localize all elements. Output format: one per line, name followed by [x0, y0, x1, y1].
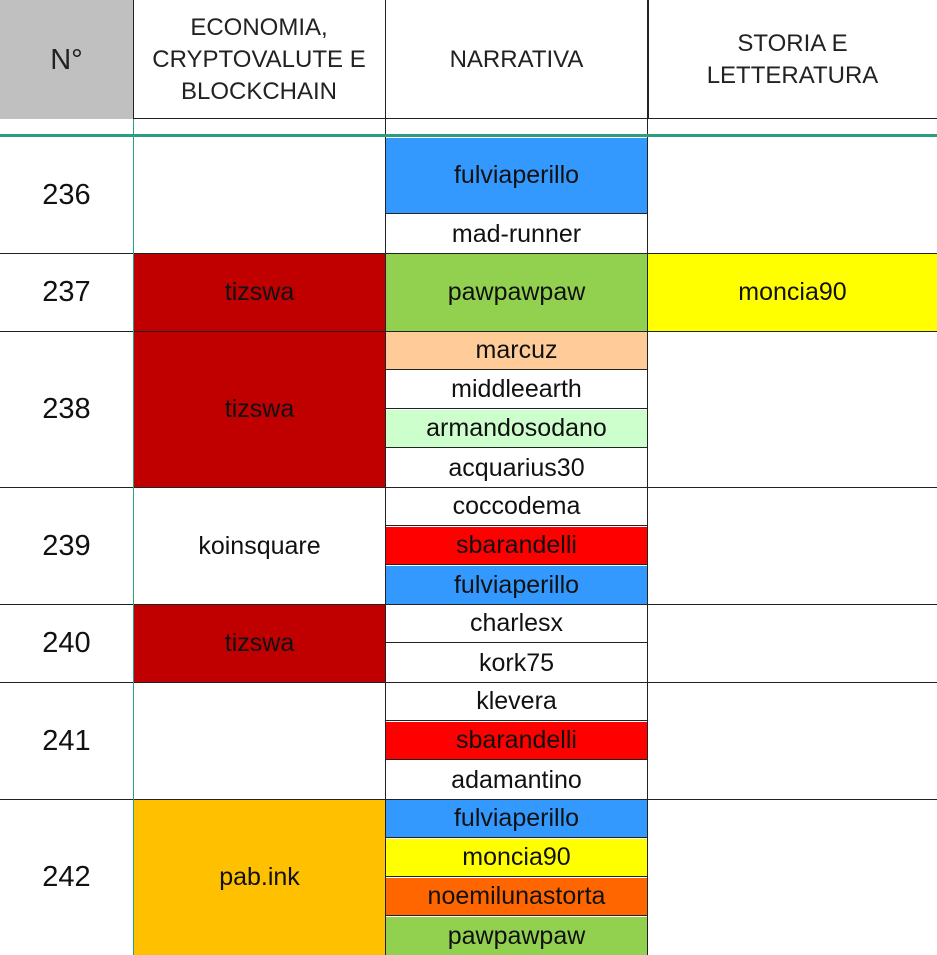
narrativa-entry: noemilunastorta	[386, 878, 647, 916]
header-economia-label: ECONOMIA, CRYPTOVALUTE E BLOCKCHAIN	[152, 13, 366, 105]
narrativa-entry: pawpawpaw	[386, 917, 647, 955]
storia-cell	[648, 683, 937, 799]
narrativa-entry: fulviaperillo	[386, 566, 647, 604]
accent-separator	[0, 134, 937, 137]
row-number: 238	[42, 393, 91, 425]
storia-cell	[648, 605, 937, 682]
column-divider	[133, 137, 134, 955]
storia-cell	[648, 488, 937, 604]
economia-cell: tizswa	[134, 254, 385, 331]
header-narrativa-label: NARRATIVA	[449, 45, 584, 73]
row-number: 242	[42, 861, 91, 893]
economia-cell	[134, 683, 385, 799]
narrativa-entry: armandosodano	[386, 410, 647, 448]
column-divider	[385, 137, 386, 955]
economia-cell	[134, 138, 385, 253]
header-divider	[647, 0, 649, 119]
narrativa-entry: fulviaperillo	[386, 138, 647, 214]
column-divider	[647, 137, 648, 955]
narrativa-entry: middleearth	[386, 371, 647, 409]
narrativa-entry: klevera	[386, 683, 647, 721]
row-number: 237	[42, 276, 91, 308]
economia-cell: tizswa	[134, 605, 385, 682]
header-num	[0, 0, 133, 119]
header-divider	[133, 0, 134, 119]
narrativa-entry: mad-runner	[451, 219, 582, 248]
storia-cell	[648, 800, 937, 955]
row-number: 240	[42, 627, 91, 659]
economia-cell: pab.ink	[134, 800, 385, 955]
economia-cell: koinsquare	[198, 531, 321, 560]
narrativa-entry: sbarandelli	[386, 722, 647, 760]
economia-cell: tizswa	[134, 332, 385, 487]
narrativa-entry: moncia90	[386, 839, 647, 877]
header-storia	[648, 0, 937, 119]
storia-cell	[648, 332, 937, 487]
narrativa-entry: charlesx	[386, 605, 647, 643]
header-bottom-line	[133, 118, 937, 119]
storia-cell: moncia90	[648, 254, 937, 331]
narrativa-entry: adamantino	[451, 765, 582, 794]
narrativa-entry: sbarandelli	[386, 527, 647, 565]
narrativa-entry: coccodema	[386, 488, 647, 526]
header-storia-label: STORIA E LETTERATURA	[706, 29, 879, 89]
narrativa-entry: kork75	[478, 648, 555, 677]
narrativa-entry: fulviaperillo	[386, 800, 647, 838]
header-narrativa	[385, 0, 648, 119]
row-number: 236	[42, 179, 91, 211]
header-divider	[385, 0, 386, 119]
narrativa-entry: acquarius30	[448, 453, 585, 482]
row-number: 239	[42, 529, 91, 562]
row-number: 241	[42, 724, 91, 757]
header-economia	[133, 0, 385, 119]
narrativa-entry: pawpawpaw	[386, 254, 647, 331]
header-num-label: N°	[50, 43, 83, 76]
storia-cell	[648, 138, 937, 253]
narrativa-entry: marcuz	[386, 332, 647, 370]
